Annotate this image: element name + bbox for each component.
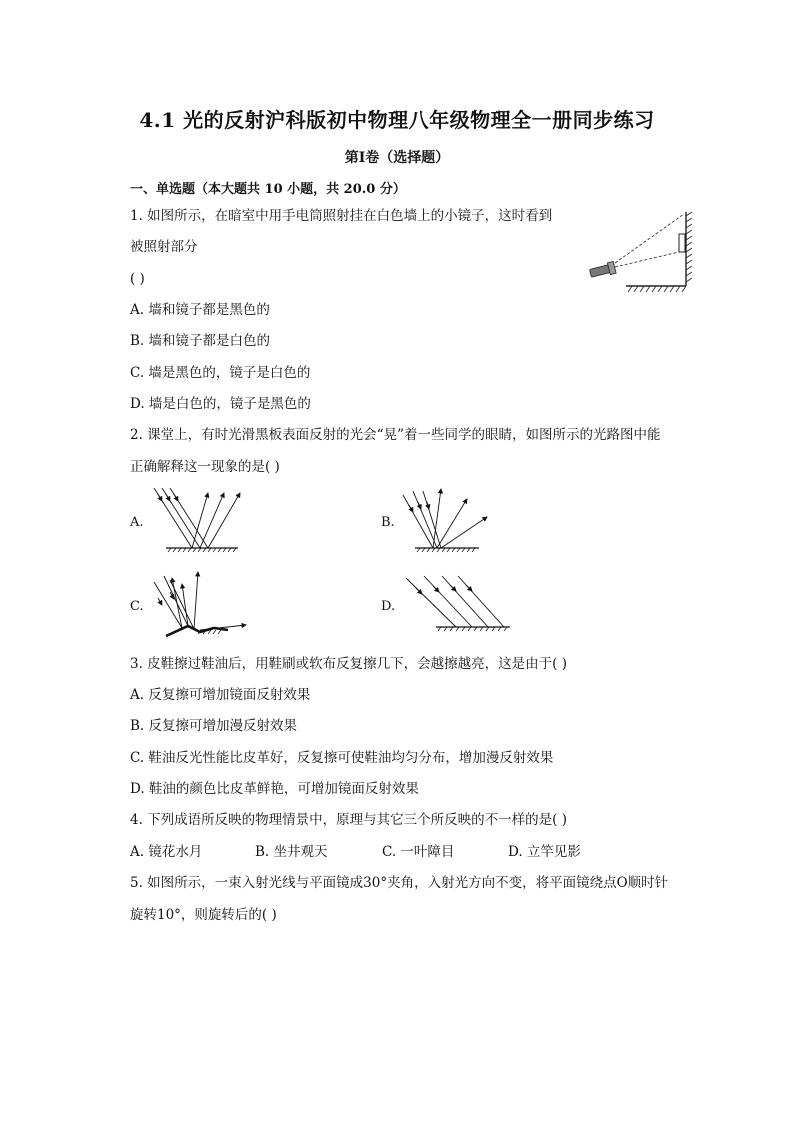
q4-option-a: A. 镜花水月 <box>130 844 203 860</box>
q1-flashlight-mirror-figure <box>586 208 696 296</box>
q3-stem: 3. 皮鞋擦过鞋油后，用鞋刷或软布反复擦几下，会越擦越亮，这是由于( ) <box>130 656 567 672</box>
q3-option-b: B. 反复擦可增加漫反射效果 <box>130 718 298 734</box>
q2-figure-b <box>397 485 497 555</box>
q3-option-d: D. 鞋油的颜色比皮革鲜艳，可增加镜面反射效果 <box>130 781 419 797</box>
q2-figure-d <box>400 572 515 634</box>
q2-option-c-label: C. <box>130 599 144 614</box>
q1-answer-paren: ( ) <box>130 271 145 287</box>
q4-option-c: C. 一叶障目 <box>382 844 455 860</box>
q2-option-d-label: D. <box>381 599 396 614</box>
q2-stem-line1: 2. 课堂上，有时光滑黑板表面反射的光会“晃”着一些同学的眼睛，如图所示的光路图中能 <box>130 427 661 443</box>
page-title: 4.1 光的反射沪科版初中物理八年级物理全一册同步练习 <box>139 108 655 132</box>
q1-option-b: B. 墙和镜子都是白色的 <box>130 333 271 349</box>
q2-option-b-label: B. <box>381 515 395 530</box>
q4-stem: 4. 下列成语所反映的物理情景中，原理与其它三个所反映的不一样的是( ) <box>130 812 567 828</box>
q5-stem-line1: 5. 如图所示，一束入射光线与平面镜成30°夹角，入射光方向不变，将平面镜绕点O顺时针 <box>130 875 669 891</box>
volume-subtitle: 第Ⅰ卷（选择题） <box>344 150 450 166</box>
q1-stem-line1: 1. 如图所示，在暗室中用手电筒照射挂在白色墙上的小镜子，这时看到 <box>130 208 553 224</box>
q5-stem-line2: 旋转10°，则旋转后的( ) <box>130 907 277 923</box>
q1-option-d: D. 墙是白色的，镜子是黑色的 <box>130 396 311 412</box>
q2-option-a-label: A. <box>130 515 144 530</box>
q2-figure-c <box>148 570 253 642</box>
q2-figure-a <box>148 485 248 555</box>
q3-option-c: C. 鞋油反光性能比皮革好，反复擦可使鞋油均匀分布，增加漫反射效果 <box>130 750 554 766</box>
q1-stem-line2: 被照射部分 <box>130 239 198 255</box>
q1-option-c: C. 墙是黑色的，镜子是白色的 <box>130 365 311 381</box>
q3-option-a: A. 反复擦可增加镜面反射效果 <box>130 687 311 703</box>
q2-stem-line2: 正确解释这一现象的是( ) <box>130 459 280 475</box>
q4-option-b: B. 坐井观天 <box>255 844 328 860</box>
section-heading: 一、单选题（本大题共 10 小题，共 20.0 分） <box>130 182 406 197</box>
q4-option-d: D. 立竿见影 <box>508 844 581 860</box>
q1-option-a: A. 墙和镜子都是黑色的 <box>130 302 270 318</box>
